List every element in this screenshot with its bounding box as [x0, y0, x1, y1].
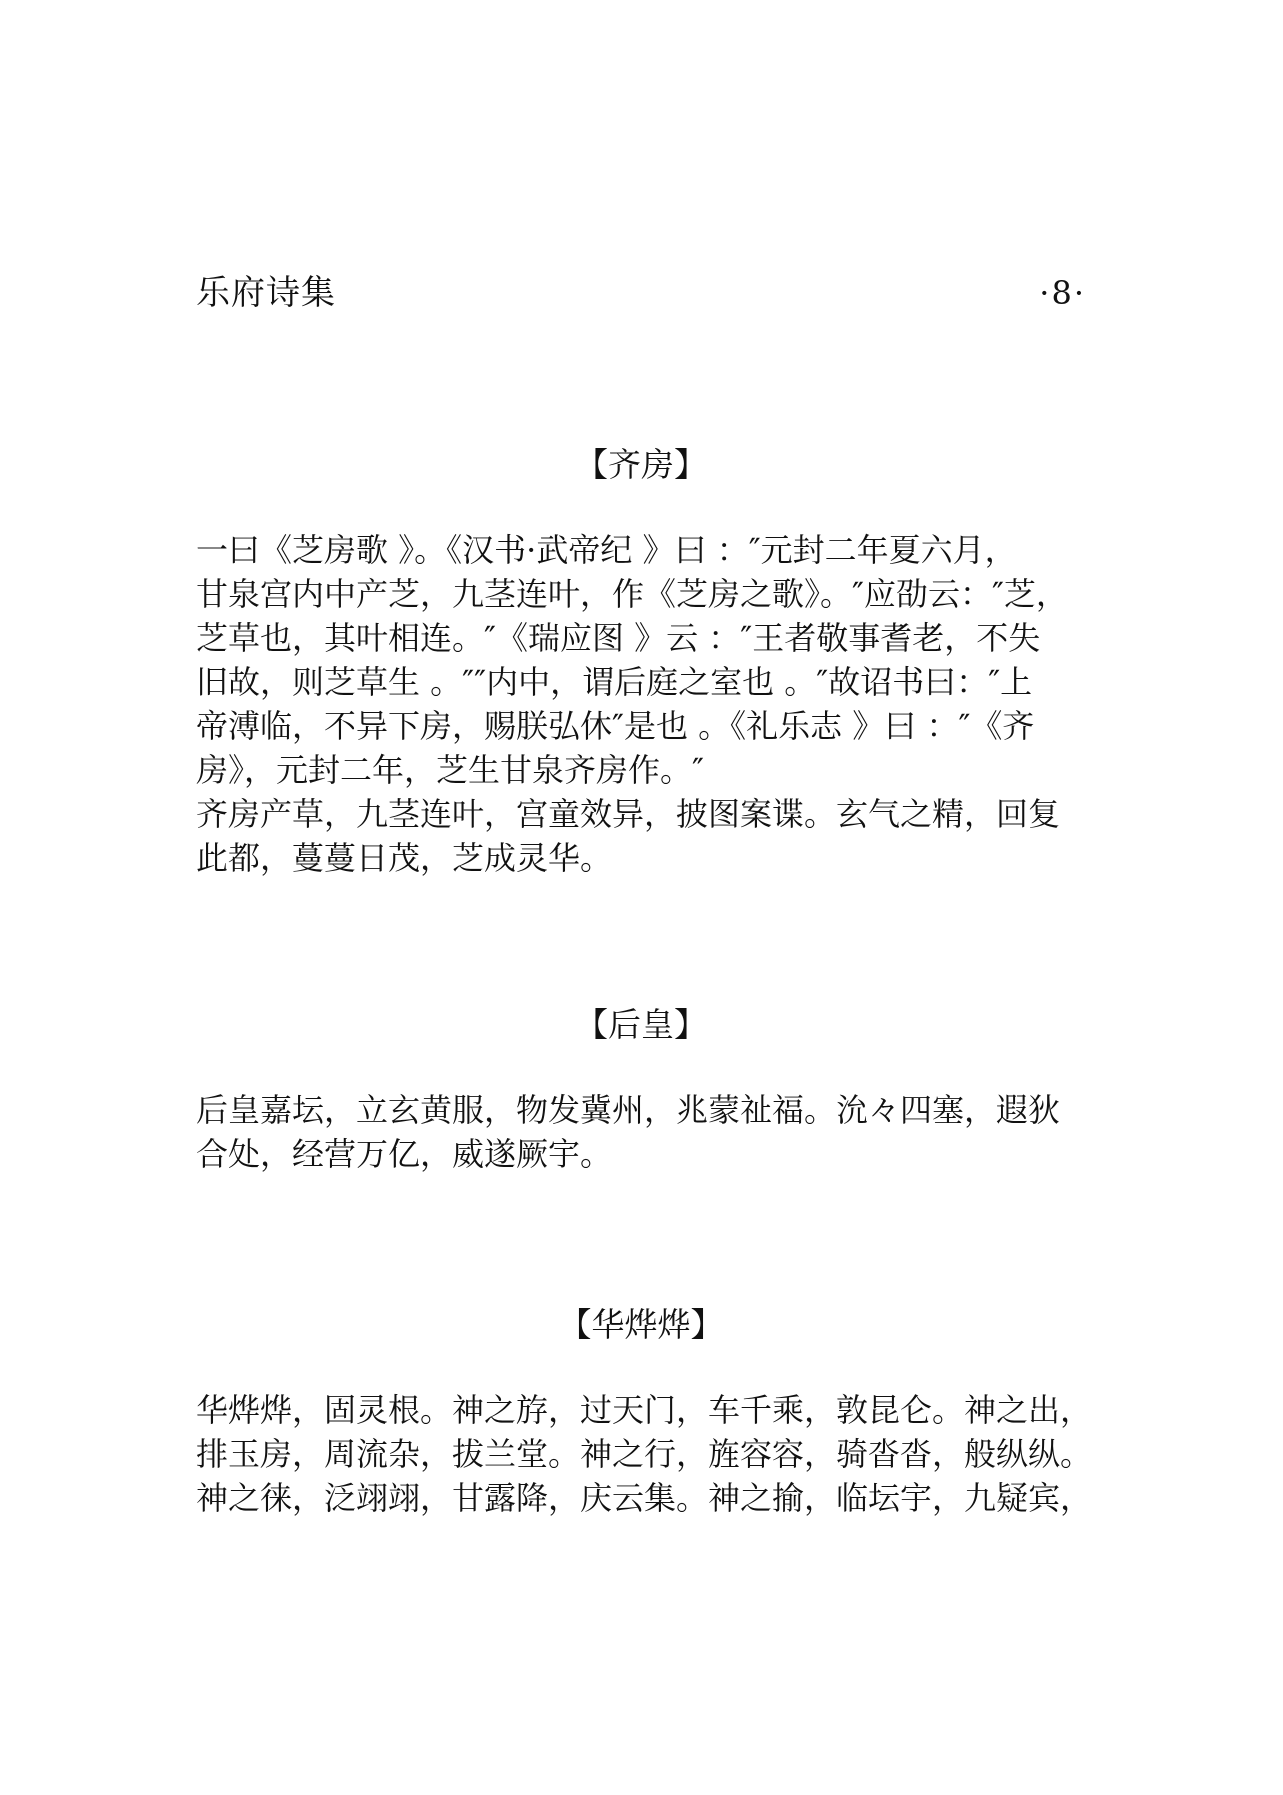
section-title-huayeye: 【华烨烨】 — [558, 1305, 724, 1344]
text-line: 合处，经营万亿，威遂厥宇。 — [196, 1135, 613, 1173]
text-line: 甘泉宫内中产芝，九茎连叶，作《芝房之歌》。″应劭云：″芝， — [196, 575, 1068, 613]
text-line: 后皇嘉坛，立玄黄服，物发冀州，兆蒙祉福。沇々四塞，遐狄 — [196, 1091, 1061, 1129]
text-line: 旧故，则芝草生 。″″内中，谓后庭之室也 。″故诏书曰：″上 — [196, 663, 1033, 701]
section-body-huayeye — [196, 1388, 1096, 1520]
page-header — [196, 268, 1086, 318]
book-title: 乐府诗集 — [196, 273, 336, 313]
page-number: ·8· — [1039, 274, 1086, 312]
section-title-qifang: 【齐房】 — [575, 445, 707, 484]
section-body-houhuang — [196, 1088, 1096, 1176]
text-line: 此都，蔓蔓日茂，芝成灵华。 — [196, 839, 613, 877]
section-body-qifang — [196, 528, 1096, 880]
text-line: 神之徕，泛翊翊，甘露降，庆云集。神之揄，临坛宇，九疑宾， — [196, 1479, 1093, 1517]
section-title-houhuang: 【后皇】 — [575, 1005, 707, 1044]
text-line: 齐房产草，九茎连叶，宫童效异，披图案谍。玄气之精，回复 — [196, 795, 1061, 833]
text-line: 排玉房，周流杂，拔兰堂。神之行，旌容容，骑沓沓，般纵纵。 — [196, 1435, 1093, 1473]
text-line: 帝溥临，不异下房，赐朕弘休″是也 。《礼乐志 》曰 ：″《齐 — [196, 707, 1035, 745]
text-line: 房》，元封二年，芝生甘泉齐房作。″ — [196, 751, 704, 789]
text-line: 芝草也，其叶相连。″《瑞应图 》云 ：″王者敬事耆老，不失 — [196, 619, 1041, 657]
text-line: 华烨烨，固灵根。神之斿，过天门，车千乘，敦昆仑。神之出， — [196, 1391, 1093, 1429]
text-line: 一曰《芝房歌 》。《汉书·武帝纪 》曰 ：″元封二年夏六月， — [196, 531, 1017, 569]
